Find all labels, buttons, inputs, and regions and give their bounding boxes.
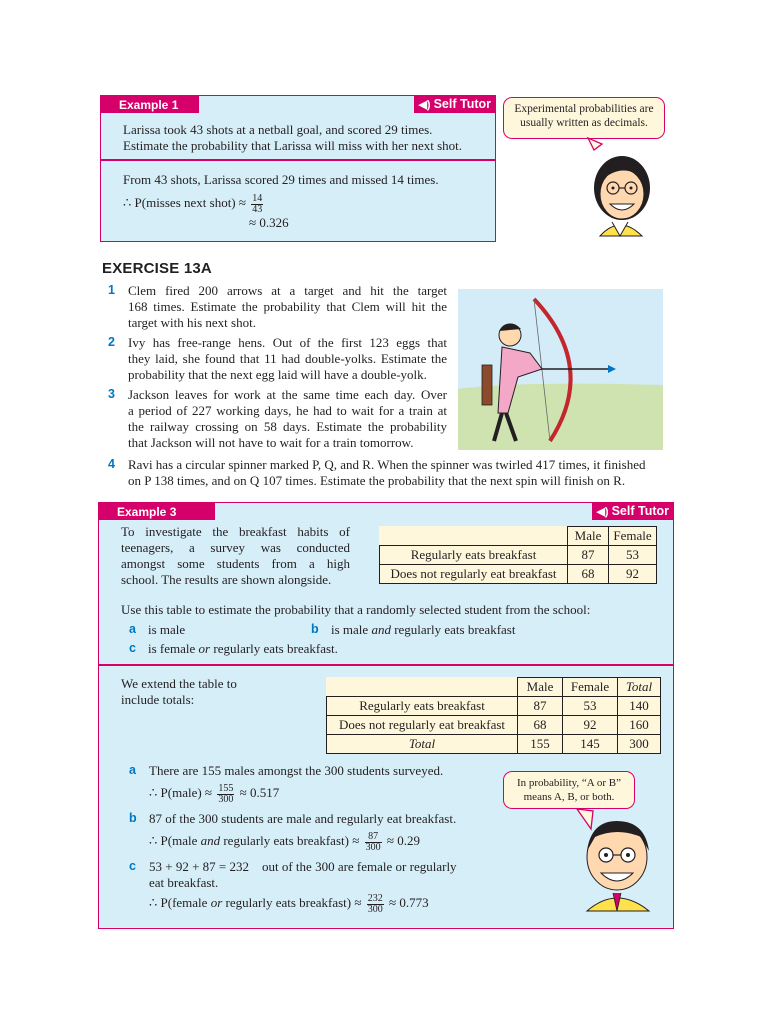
solution-c-probability: ∴ P(female or regularly eats breakfast) ≈ $\frac{232}{300}$ ≈ 0.773 xyxy=(149,892,429,915)
exercise-item-3-line: Jackson leaves for work at the same time each day. Over xyxy=(128,387,447,402)
column-header: Male xyxy=(568,527,609,546)
exercise-item-4-line: on P 138 times, and on Q 107 times. Estimate the probability that the next spin will finish on R. xyxy=(128,473,626,488)
extend-text-line: include totals: xyxy=(121,692,195,707)
solution-c-line-1: 53 + 92 + 87 = 232 out of the 300 are female or regularly xyxy=(149,859,457,874)
part-a-label: a xyxy=(129,622,136,636)
example-1-question-line-1: Larissa took 43 shots at a netball goal, and scored 29 times. xyxy=(123,122,433,137)
fraction: $\frac{87}{300}$ xyxy=(365,830,381,853)
example-3-intro-line: To investigate the breakfast habits of xyxy=(121,524,350,539)
solution-a-label: a xyxy=(129,763,136,777)
exercise-item-number: 4 xyxy=(108,457,115,471)
solution-a-line: There are 155 males amongst the 300 students surveyed. xyxy=(149,763,444,778)
row-label: Total xyxy=(327,735,518,754)
column-header: Male xyxy=(518,678,563,697)
column-header: Total xyxy=(618,678,661,697)
speaker-icon: ◀) xyxy=(418,99,431,111)
example-3-intro-line: teenagers, a survey was conducted xyxy=(121,540,350,555)
solution-b-probability: ∴ P(male and regularly eats breakfast) ≈ $\frac{87}{300}$ ≈ 0.29 xyxy=(149,830,420,853)
fraction: $\frac{155}{300}$ xyxy=(218,782,234,805)
self-tutor-button[interactable] xyxy=(414,96,495,113)
example-1-question-line-2: Estimate the probability that Larissa will miss with her next shot. xyxy=(123,138,463,153)
exercise-item-1-line: 168 times. Estimate the probability that Clem will hit the xyxy=(128,299,447,314)
exercise-item-2-line: probability that the next egg laid will have a double-yolk. xyxy=(128,367,427,382)
example-3-box xyxy=(98,502,674,929)
solution-c-label: c xyxy=(129,859,136,873)
self-tutor-label: Self Tutor xyxy=(433,97,491,111)
part-a-text: is male xyxy=(148,622,186,637)
exercise-item-number: 1 xyxy=(108,283,115,297)
solution-b-line: 87 of the 300 students are male and regularly eat breakfast. xyxy=(149,811,457,826)
table-row xyxy=(327,697,661,716)
table-row xyxy=(327,735,661,754)
exercise-item-2-line: they laid, she found that 11 had double-yolks. Estimate the xyxy=(128,351,447,366)
table-cell: 53 xyxy=(609,546,657,565)
speech-bubble-1: Experimental probabilities are usually written as decimals. xyxy=(503,97,665,139)
exercise-item-3-line: a period of 227 working days, he had to wait for a train at xyxy=(128,403,447,418)
table-cell: 68 xyxy=(518,716,563,735)
cartoon-boy-icon xyxy=(569,807,667,913)
exercise-item-4-line: Ravi has a circular spinner marked P, Q, and R. When the spinner was twirled 417 times, it finished xyxy=(128,457,646,472)
self-tutor-button[interactable] xyxy=(592,503,673,520)
example-3-intro-line: school. The results are shown alongside. xyxy=(121,572,332,587)
row-label: Regularly eats breakfast xyxy=(380,546,568,565)
example-1-box xyxy=(100,95,496,242)
solution-a-probability: ∴ P(male) ≈ $\frac{155}{300}$ ≈ 0.517 xyxy=(149,782,280,805)
table-cell: 160 xyxy=(618,716,661,735)
exercise-item-number: 2 xyxy=(108,335,115,349)
solution-c-line-2: eat breakfast. xyxy=(149,875,219,890)
archer-illustration-icon xyxy=(458,289,663,450)
exercise-item-1-line: Clem fired 200 arrows at a target and hit the target xyxy=(128,283,447,298)
exercise-title: EXERCISE 13A xyxy=(102,260,212,277)
table-cell: 145 xyxy=(563,735,618,754)
column-header: Female xyxy=(609,527,657,546)
table-row xyxy=(327,716,661,735)
table-cell: 92 xyxy=(609,565,657,584)
exercise-item-3-line: that Jackson will not have to wait for a train tomorrow. xyxy=(128,435,414,450)
breakfast-table xyxy=(379,526,657,584)
table-cell: 87 xyxy=(568,546,609,565)
example-1-label: Example 1 xyxy=(101,96,199,113)
table-cell: 300 xyxy=(618,735,661,754)
table-cell: 68 xyxy=(568,565,609,584)
extend-text-line: We extend the table to xyxy=(121,676,237,691)
table-row xyxy=(380,546,657,565)
exercise-item-3-line: the railway crossing on 58 days. Estimate the probability xyxy=(128,419,447,434)
cartoon-girl-icon xyxy=(570,136,670,238)
table-cell: 140 xyxy=(618,697,661,716)
speech-bubble-2: In probability, “A or B” means A, B, or both. xyxy=(503,771,635,809)
exercise-item-2-line: Ivy has free-range hens. Out of the first 123 eggs that xyxy=(128,335,447,350)
part-b-label: b xyxy=(311,622,319,636)
column-header: Female xyxy=(563,678,618,697)
row-label: Does not regularly eat breakfast xyxy=(327,716,518,735)
exercise-item-number: 3 xyxy=(108,387,115,401)
fraction: $\frac{232}{300}$ xyxy=(367,892,383,915)
row-label: Regularly eats breakfast xyxy=(327,697,518,716)
use-table-instruction: Use this table to estimate the probability that a randomly selected student from the school: xyxy=(121,602,591,617)
table-cell: 92 xyxy=(563,716,618,735)
part-c-text: is female or regularly eats breakfast. xyxy=(148,641,338,656)
table-cell: 53 xyxy=(563,697,618,716)
example-3-intro-line: amongst some students from a high xyxy=(121,556,350,571)
speaker-icon: ◀) xyxy=(596,506,609,518)
exercise-item-1-line: target with his next shot. xyxy=(128,315,256,330)
breakfast-totals-table xyxy=(326,677,661,754)
example-3-divider xyxy=(99,664,673,666)
example-1-divider xyxy=(101,159,495,161)
table-cell: 87 xyxy=(518,697,563,716)
fraction: $\frac{14}{43}$ xyxy=(252,192,263,215)
example-1-answer-line-2: ∴ P(misses next shot) ≈ $\frac{14}{43}$ xyxy=(123,192,263,215)
example-3-label: Example 3 xyxy=(99,503,215,520)
part-b-text: is male and regularly eats breakfast xyxy=(331,622,516,637)
self-tutor-label: Self Tutor xyxy=(611,504,669,518)
table-row xyxy=(380,565,657,584)
row-label: Does not regularly eat breakfast xyxy=(380,565,568,584)
example-1-answer-line-1: From 43 shots, Larissa scored 29 times and missed 14 times. xyxy=(123,172,439,187)
solution-b-label: b xyxy=(129,811,137,825)
example-1-answer-line-3: ≈ 0.326 xyxy=(249,215,289,230)
table-cell: 155 xyxy=(518,735,563,754)
part-c-label: c xyxy=(129,641,136,655)
